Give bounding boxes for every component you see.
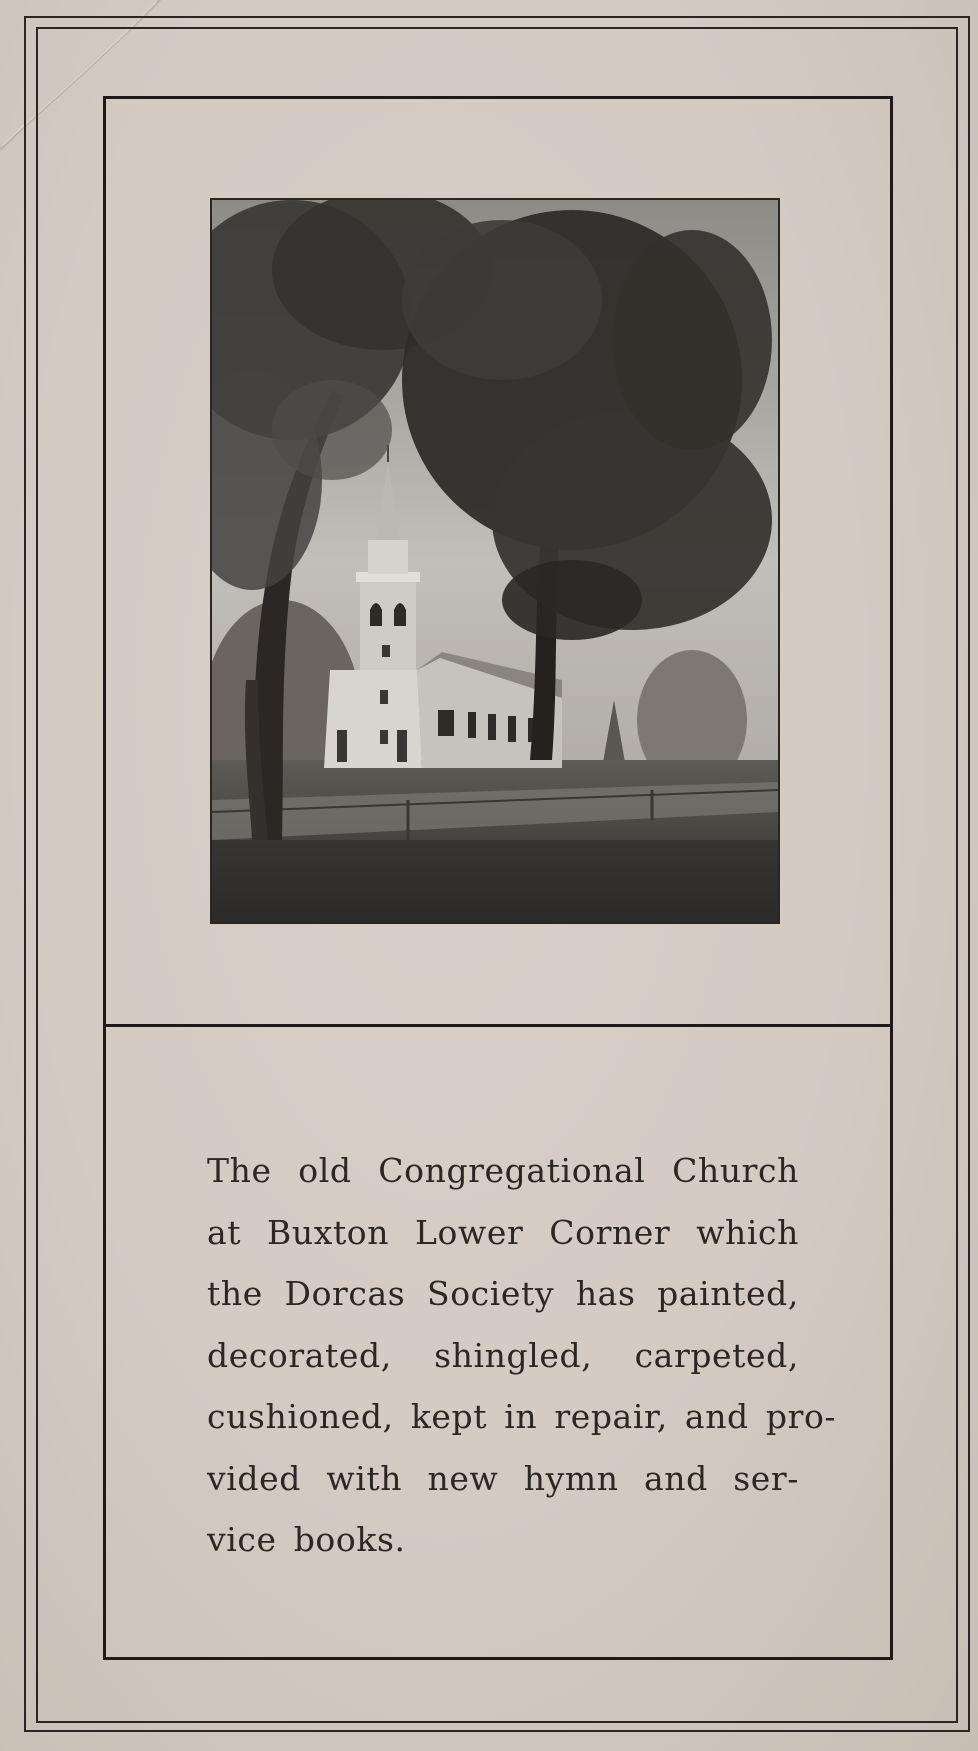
church-photograph bbox=[210, 198, 780, 924]
caption-line: vice books. bbox=[207, 1520, 406, 1559]
caption-line: cushioned, kept in repair, and pro- bbox=[207, 1397, 837, 1436]
caption-line: The old Congregational Church bbox=[207, 1151, 799, 1190]
caption-line: vided with new hymn and ser- bbox=[207, 1458, 799, 1498]
caption-line: at Buxton Lower Corner which bbox=[207, 1212, 799, 1252]
caption-line: the Dorcas Society has painted, bbox=[207, 1274, 799, 1313]
church-with-trees-icon bbox=[212, 200, 778, 922]
panel-divider bbox=[103, 1024, 893, 1027]
caption-text bbox=[207, 1140, 837, 1571]
caption-line: decorated, shingled, carpeted, bbox=[207, 1335, 799, 1375]
